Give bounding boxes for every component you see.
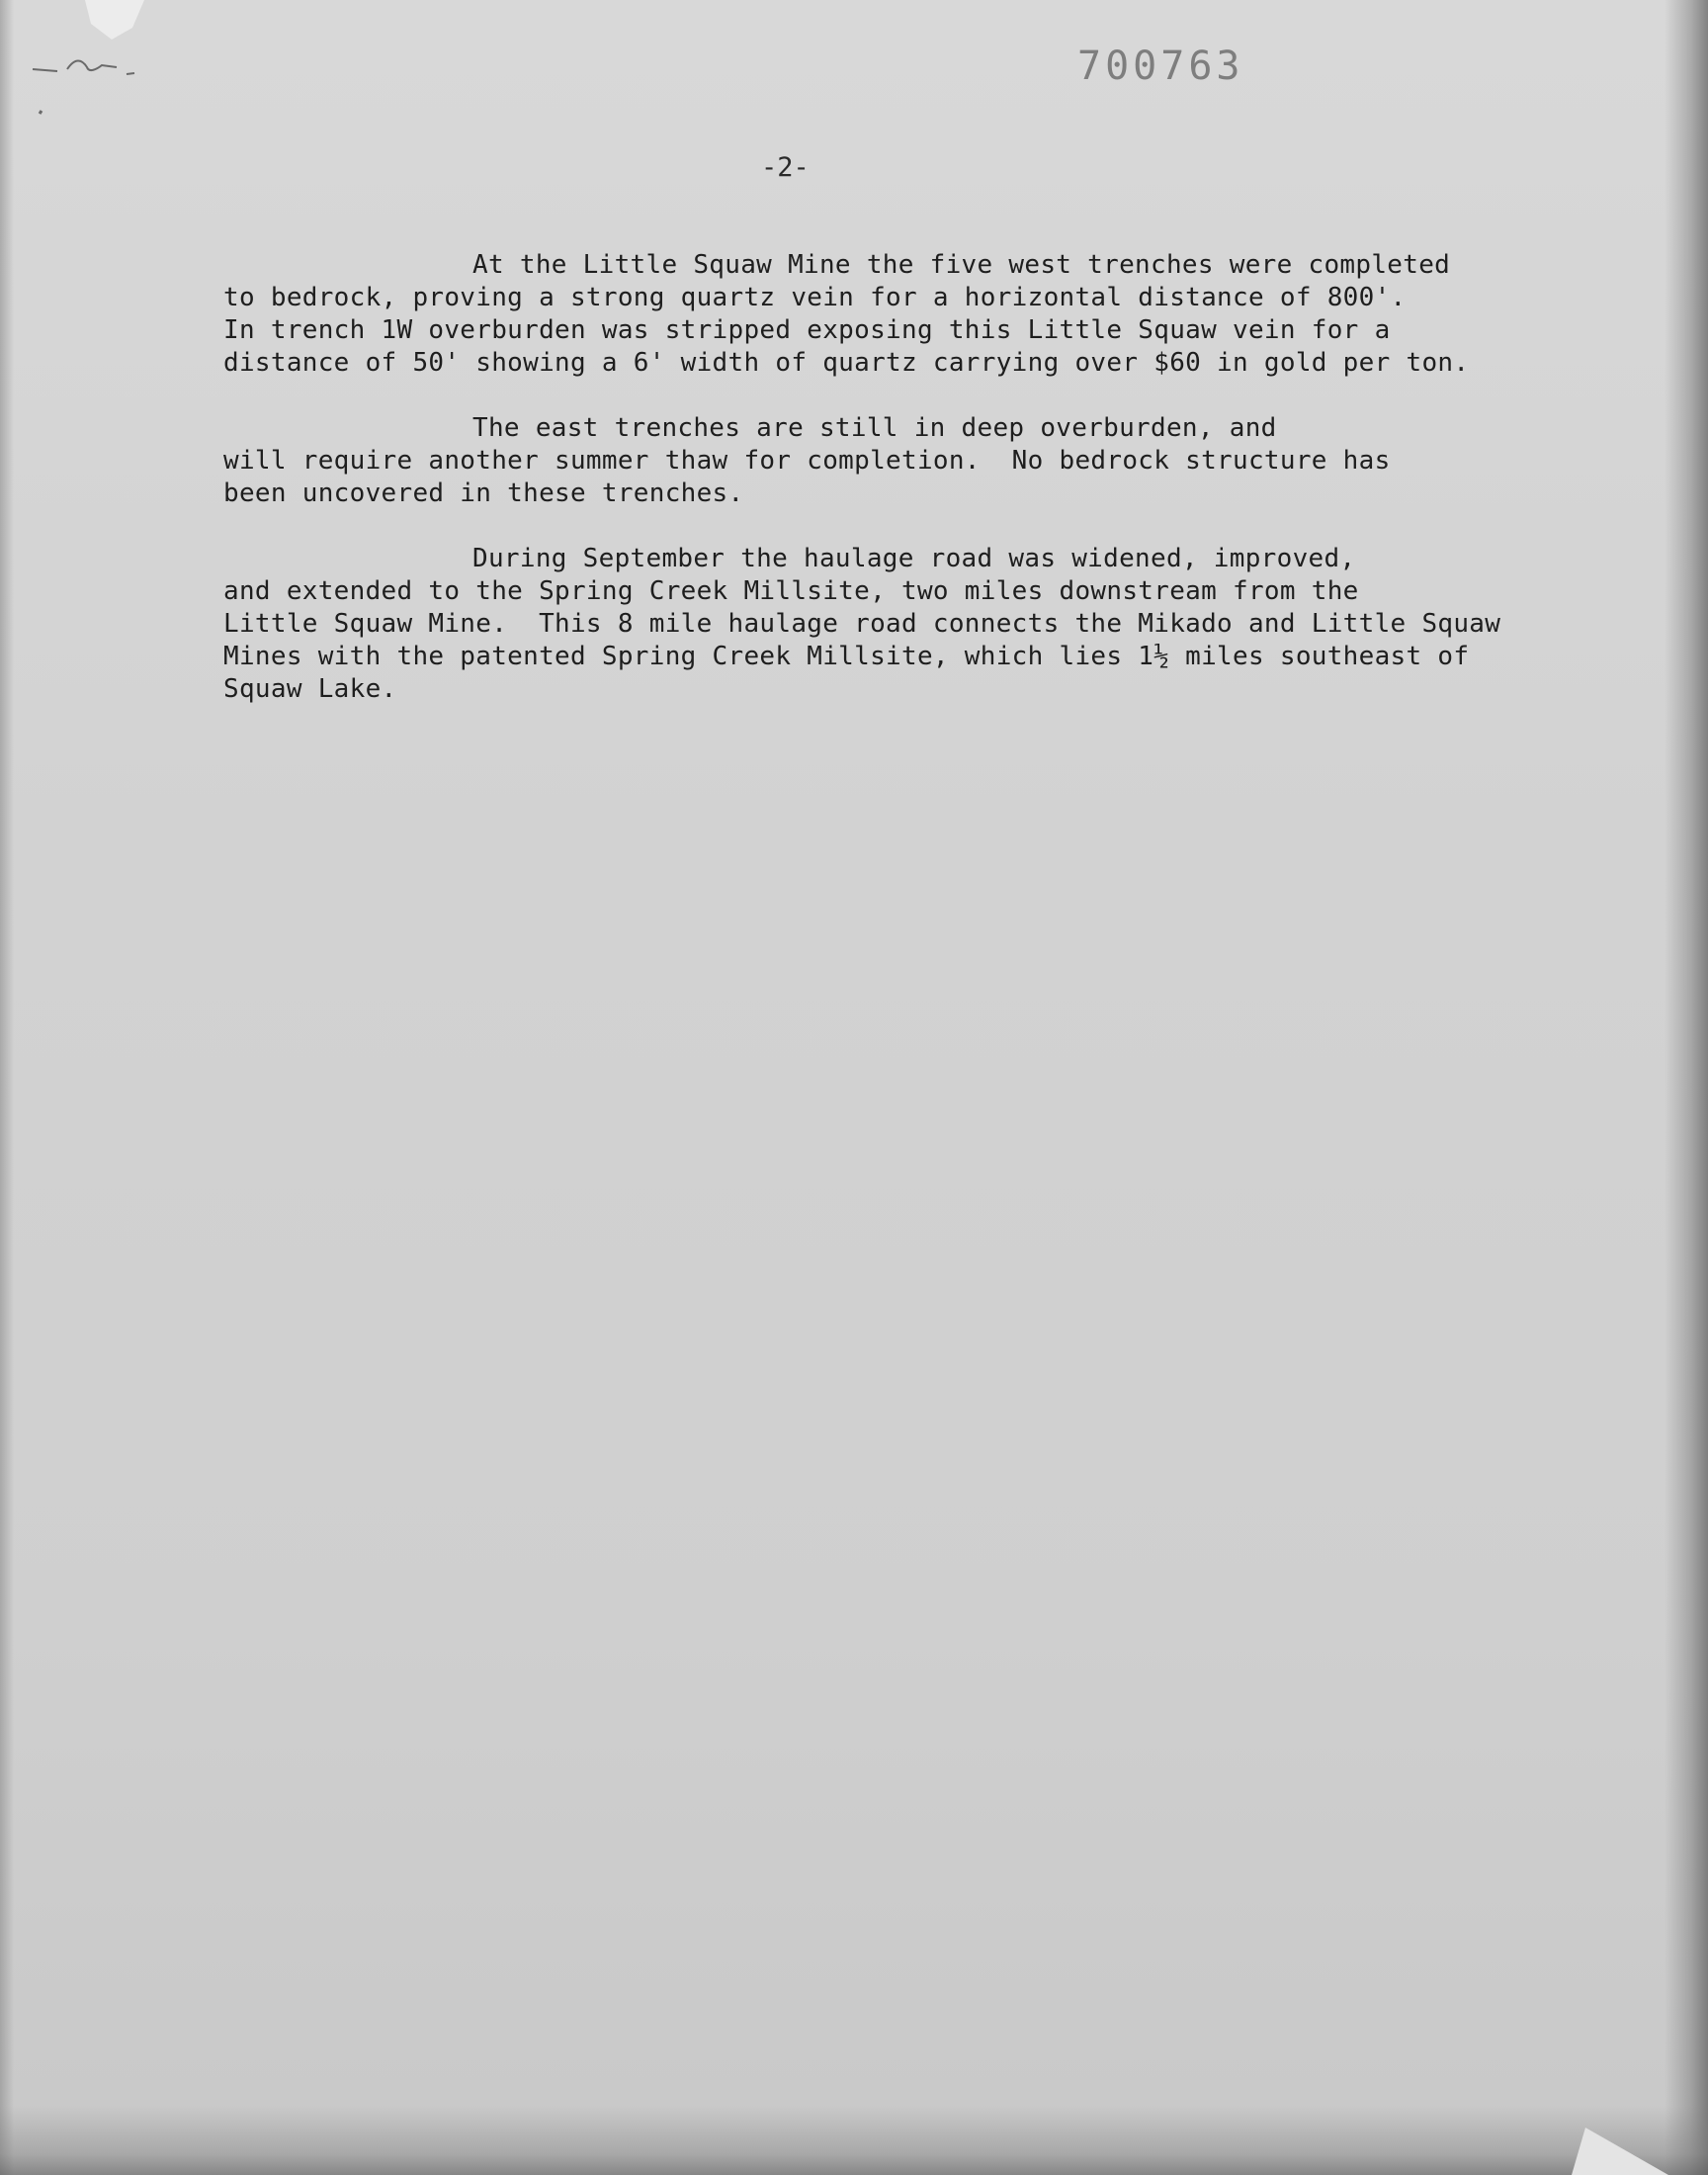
text-line: will require another summer thaw for completion. No bedrock structure has	[223, 446, 1391, 476]
document-body	[223, 249, 1587, 739]
left-edge-shadow	[0, 0, 14, 2175]
text-line: Mines with the patented Spring Creek Millsite, which lies 1½ miles southeast of	[223, 642, 1470, 671]
torn-corner	[85, 0, 144, 40]
text-line: distance of 50' showing a 6' width of quartz carrying over $60 in gold per ton.	[223, 348, 1470, 378]
text-line: During September the haulage road was widened, improved,	[472, 544, 1356, 573]
paragraph-east-trenches	[223, 412, 1587, 510]
bottom-edge-shadow	[0, 2106, 1708, 2175]
paragraph-haulage-road	[223, 543, 1587, 706]
text-line: been uncovered in these trenches.	[223, 478, 744, 508]
document-stamp-number: 700763	[1077, 44, 1244, 89]
text-line: and extended to the Spring Creek Millsite, two miles downstream from the	[223, 576, 1359, 606]
text-line: In trench 1W overburden was stripped exposing this Little Squaw vein for a	[223, 315, 1391, 345]
text-line: to bedrock, proving a strong quartz vein for a horizontal distance of 800'.	[223, 283, 1407, 312]
text-line: Little Squaw Mine. This 8 mile haulage road connects the Mikado and Little Squaw	[223, 609, 1501, 639]
text-line: The east trenches are still in deep overburden, and	[472, 413, 1277, 443]
page-number: -2-	[761, 152, 810, 183]
text-line: Squaw Lake.	[223, 674, 397, 704]
text-line: At the Little Squaw Mine the five west trenches were completed	[472, 250, 1451, 280]
paragraph-little-squaw-trenches	[223, 249, 1587, 380]
right-edge-shadow	[1665, 0, 1708, 2175]
pencil-mark-icon	[28, 40, 186, 129]
